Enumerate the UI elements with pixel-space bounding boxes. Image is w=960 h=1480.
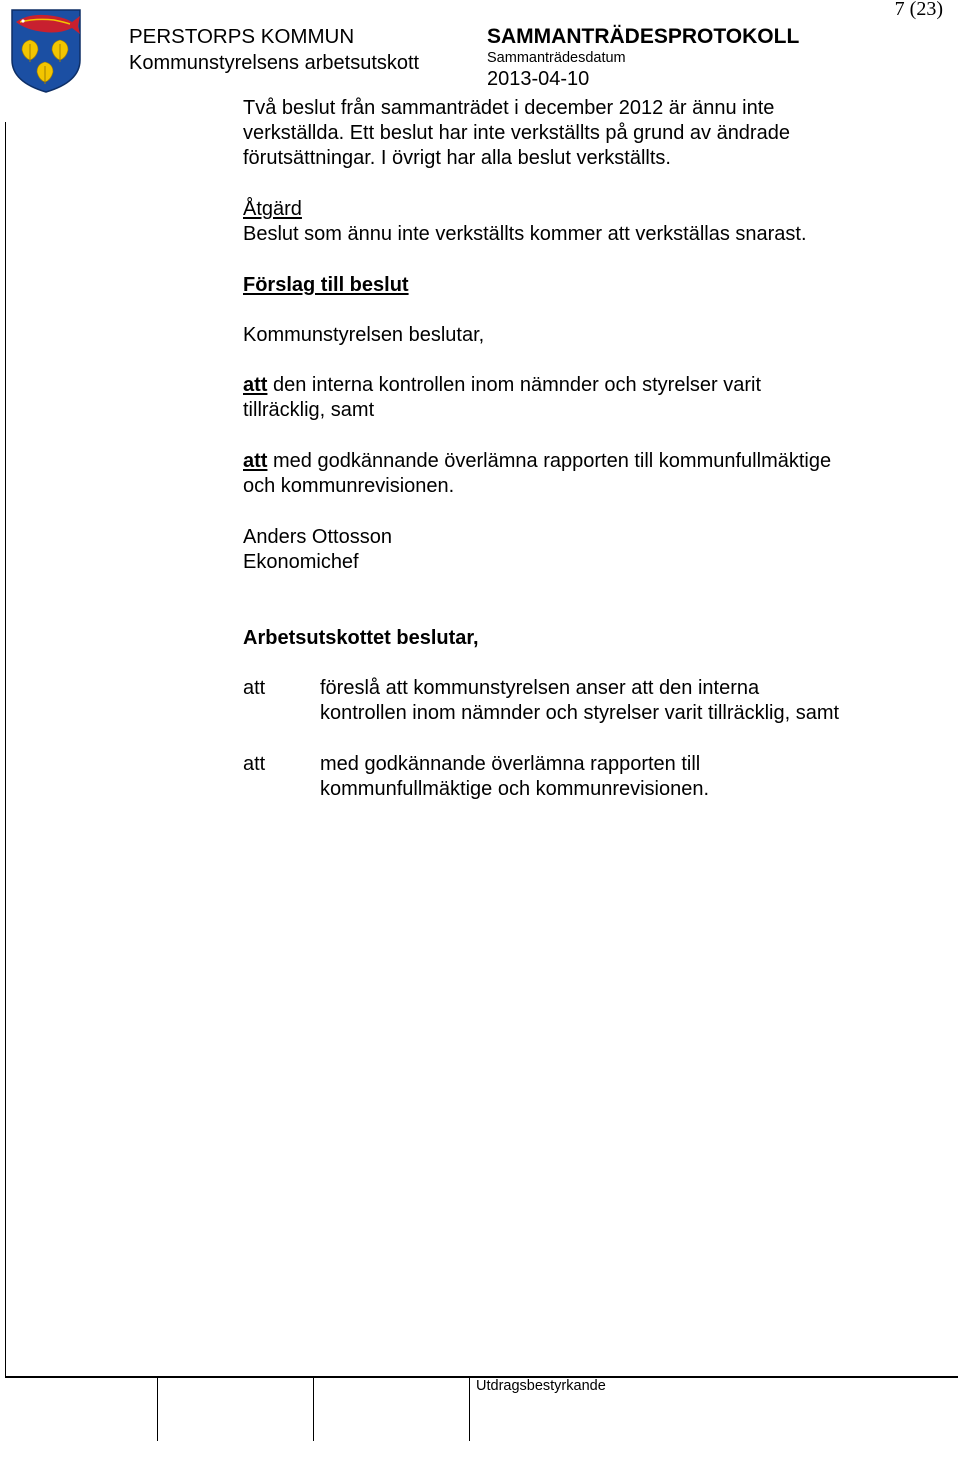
att-keyword: att <box>243 753 266 775</box>
decision-item-text: kontrollen inom nämnder och styrelser varit tillräcklig, samt <box>320 702 840 724</box>
proposal-item <box>243 449 831 499</box>
signature-title: Ekonomichef <box>243 551 359 573</box>
proposal-item <box>243 373 761 423</box>
intro-line: Två beslut från sammanträdet i december 2012 är ännu inte <box>243 97 775 119</box>
certification-label: Utdragsbestyrkande <box>476 1378 606 1394</box>
proposal-intro: Kommunstyrelsen beslutar, <box>243 324 485 346</box>
action-text: Beslut som ännu inte verkställts kommer att verkställas snarast. <box>243 223 807 245</box>
intro-paragraph <box>243 96 790 171</box>
proposal-item-text: med godkännande överlämna rapporten till kommunfullmäktige <box>267 450 832 472</box>
left-margin-line <box>5 122 6 1377</box>
meeting-date: 2013-04-10 <box>487 68 590 90</box>
signature-box-divider <box>469 1377 470 1441</box>
coat-of-arms-icon <box>10 8 82 94</box>
decision-item-text: föreslå att kommunstyrelsen anser att den interna <box>320 677 760 699</box>
decision-item-text: med godkännande överlämna rapporten till <box>320 753 701 775</box>
committee-name: Kommunstyrelsens arbetsutskott <box>129 52 420 74</box>
meeting-date-label: Sammanträdesdatum <box>487 50 626 66</box>
page-number: 7 (23) <box>894 0 943 20</box>
att-keyword: att <box>243 450 268 472</box>
decision-item-text: kommunfullmäktige och kommunrevisionen. <box>320 778 710 800</box>
document-type: SAMMANTRÄDESPROTOKOLL <box>487 25 800 48</box>
signature-box-divider <box>313 1377 314 1441</box>
proposal-heading: Förslag till beslut <box>243 274 409 296</box>
signature-name: Anders Ottosson <box>243 526 392 548</box>
proposal-item-text: den interna kontrollen inom nämnder och styrelser varit <box>267 374 762 396</box>
intro-line: verkställda. Ett beslut har inte verkställts på grund av ändrade <box>243 122 790 144</box>
intro-line: förutsättningar. I övrigt har alla beslut verkställts. <box>243 147 671 169</box>
decision-item <box>320 676 839 726</box>
signature-block <box>243 525 392 575</box>
att-keyword: att <box>243 374 268 396</box>
municipality-name: PERSTORPS KOMMUN <box>129 25 355 48</box>
decision-item <box>320 752 709 802</box>
proposal-item-text: och kommunrevisionen. <box>243 475 455 497</box>
att-keyword: att <box>243 677 266 699</box>
action-heading: Åtgärd <box>243 198 302 220</box>
decision-heading: Arbetsutskottet beslutar, <box>243 627 479 649</box>
proposal-item-text: tillräcklig, samt <box>243 399 375 421</box>
signature-box-divider <box>157 1377 158 1441</box>
